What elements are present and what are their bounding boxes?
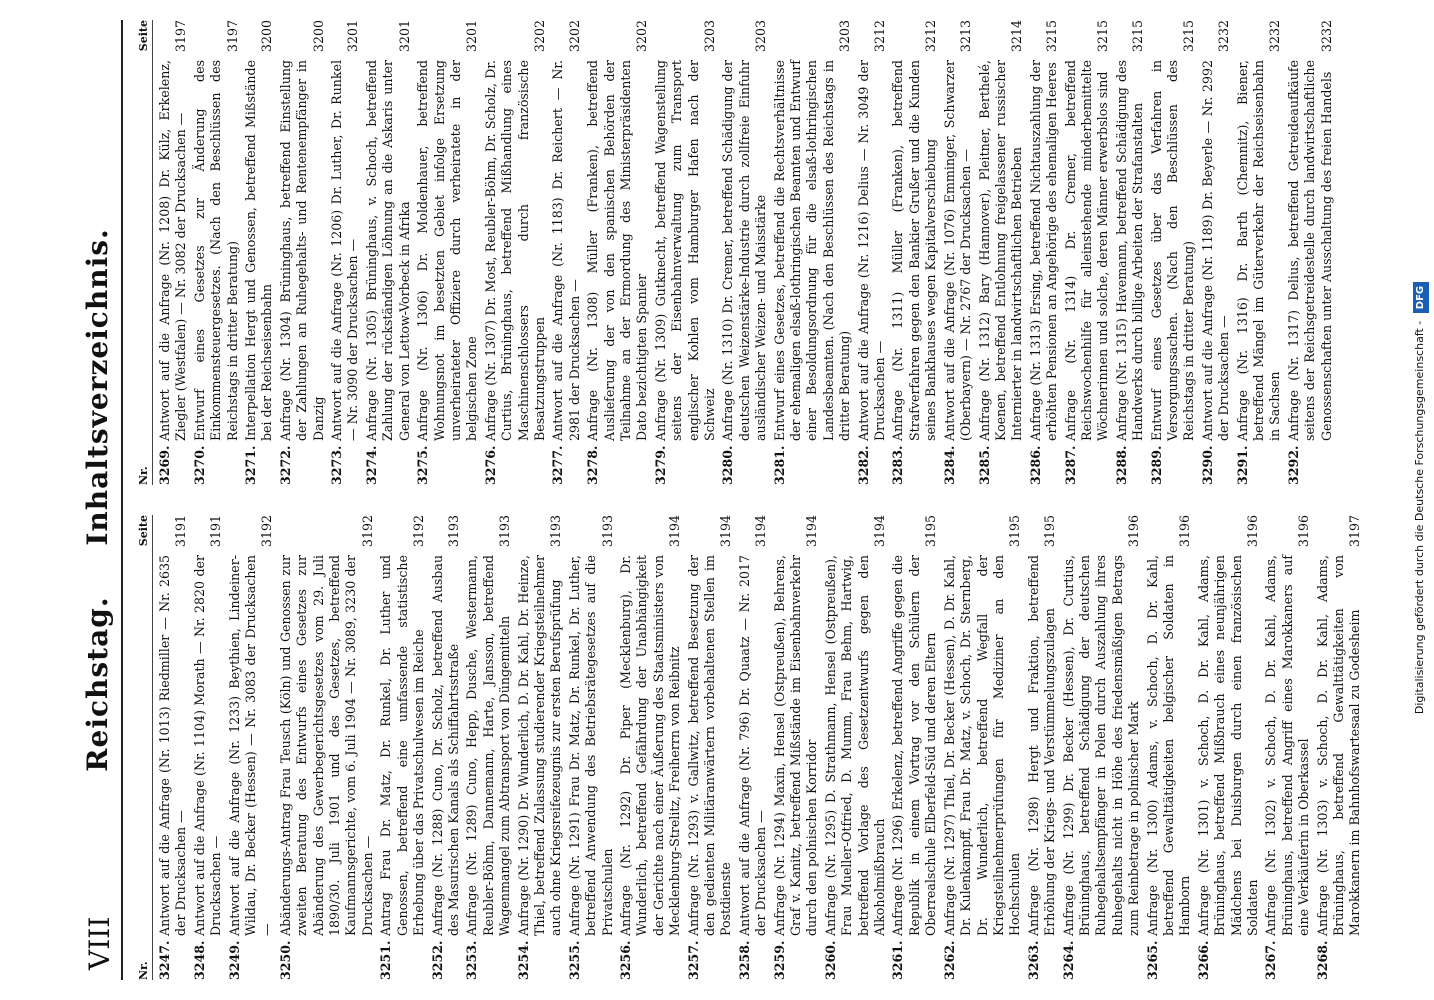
entry-text: Anfrage (Nr. 1310) Dr. Cremer, betreffend Schädigung der deutschen Weizenstärke-Industrie durch zollfreie Einfuhr ausländischer Weizen- und Maisstärke [720,60,769,441]
toc-entry [1114,20,1147,485]
entry-page: 3193 [548,515,564,548]
toc-entry [1061,515,1143,980]
entry-text: Anfrage (Nr. 1293) v. Gallwitz, betreffend Besetzung der den gedienten Militäranwärtern vorbehaltenen Stellen im Postdienste [685,555,734,936]
entry-page: 3197 [173,20,189,53]
entry-page: 3197 [1347,515,1363,548]
entry-page: 3197 [224,20,240,53]
toc-entry [464,515,513,980]
entry-number: 3271. [243,445,259,485]
entry-text: Antwort auf die Anfrage (Nr. 1208) Dr. Külz, Erkelenz, Ziegler (Westfalen) — Nr. 3082 der Drucksachen — [157,60,189,441]
toc-entry [157,515,190,980]
entry-number: 3291. [1234,445,1250,485]
entry-text: Anfrage (Nr. 1288) Cuno, Dr. Scholz, betreffend Ausbau des Masurischen Kanals als Schiffahrtsstraße [429,555,461,936]
entry-number: 3289. [1148,445,1164,485]
toc-entry [686,515,735,980]
entry-page: 3215 [1095,20,1111,53]
entry-number: 3272. [277,445,293,485]
entry-text: Anfrage (Nr. 1289) Cuno, Hepp, Dusche, Westermann, Reubler-Böhm, Dannemann, Harte, Jansson, betreffend Wagenmangel zum Abtransport von Düngemitteln [464,555,513,936]
entry-page: 3232 [1267,20,1283,53]
entry-page: 3192 [411,515,427,548]
entry-number: 3284. [941,445,957,485]
entry-number: 3288. [1113,445,1129,485]
entry-text: Anfrage (Nr. 1305) Brüninghaus, v. Schoch, betreffend Zahlung der rückständigen Löhnung an die Askaris unter General von Lettow-Vorbeck in Afrika [363,60,412,441]
entry-page: 3191 [208,515,224,548]
entry-text: Antwort auf die Anfrage (Nr. 1216) Delius — Nr. 3049 der Drucksachen — [855,60,888,441]
toc-entry [278,515,376,980]
toc-entry [977,20,1026,485]
entry-page: 3196 [1177,515,1193,548]
right-entry-list [157,20,1335,485]
entry-number: 3279. [652,445,668,485]
entry-page: 3193 [445,515,461,548]
entry-number: 3282. [855,445,871,485]
entry-text: Anfrage (Nr. 1313) Ersing, betreffend Nichtauszahlung der erhöhten Pensionen an Angehörige des ehemaligen Heeres [1027,60,1060,441]
toc-entry [1315,515,1364,980]
entry-number: 3264. [1060,940,1076,980]
entry-page: 3195 [1007,515,1023,548]
toc-entry [1196,515,1262,980]
page-label: Seite [137,515,150,547]
toc-entry [243,20,276,485]
entry-page: 3192 [359,515,375,548]
entry-number: 3274. [363,445,379,485]
entry-text: Anfrage (Nr. 1308) Müller (Franken), betreffend Auslieferung der von den spanischen Behörden der Teilnahme an der Ermordung des Ministerpräsidenten Dato bezichtigten Spanier [585,60,650,441]
nr-label: Nr. [137,466,150,485]
toc-entry [1235,20,1284,485]
nr-label: Nr. [137,961,150,980]
toc-entry [653,20,719,485]
left-column [137,515,1363,980]
entry-page: 3200 [310,20,326,53]
toc-entry [823,515,889,980]
toc-entry [278,20,327,485]
entry-text: Antwort auf die Anfrage (Nr. 1013) Riedmiller — Nr. 2635 der Drucksachen — [157,555,189,936]
entry-number: 3278. [585,445,601,485]
entry-number: 3269. [157,445,172,485]
entry-number: 3277. [550,445,566,485]
toc-entry [720,20,769,485]
entry-page: 3195 [1042,515,1058,548]
entry-text: Anfrage (Nr. 1290) Dr. Wunderlich, D. Dr. Kahl, Dr. Heinze, Thiel, betreffend Zulassung studierender Kriegsteilnehmer auch ohne Kriegsreifezeugnis zur ersten Berufsprüfung [515,555,564,936]
entry-text: Entwurf eines Gesetzes, betreffend die Rechtsverhältnisse der ehemaligen elsaß-lothringischen Beamten und Entwurf einer Besoldungsordnung für die elsaß-lothringischen Landesbeamten. (Nach den Beschlüssen des Reichstags in dritter Beratung) [771,60,853,441]
toc-entry [1286,20,1335,485]
entry-page: 3196 [1245,515,1260,548]
entry-number: 3268. [1314,940,1330,980]
toc-entry [378,515,427,980]
dfg-logo: DFG [1413,282,1429,313]
entry-text: Antwort auf die Anfrage (Nr. 1233) Beythien, Lindeiner-Wildau, Dr. Becker (Hessen) — Nr. 3083 der Drucksachen — [226,555,275,936]
entry-number: 3262. [941,940,957,980]
entry-text: Anfrage (Nr. 1315) Havemann, betreffend Schädigung des Handwerks durch billige Arbeiten der Strafanstalten [1113,60,1146,441]
entry-text: Anfrage (Nr. 1292) Dr. Piper (Mecklenburg), Dr. Wunderlich, betreffend Gefährdung der Unabhängigkeit der Gerichte nach einer Äußerung des Staatsministers von Mecklenburg-Strelitz, Freiherrn von Reibnitz [617,555,683,936]
entry-number: 3249. [226,940,242,980]
entry-text: Anfrage (Nr. 1295) D. Strathmann, Hensel (Ostpreußen), Frau Mueller-Otfried, D. Mumm, Frau Behm, Hartwig, betreffend Vorlage des Gesetzentwurfs gegen den Alkoholmißbrauch [822,555,888,936]
entry-page: 3203 [837,20,853,53]
entry-page: 3215 [1130,20,1146,53]
toc-entry [516,515,565,980]
entry-number: 3253. [464,940,480,980]
entry-text: Antwort auf die Anfrage (Nr. 1189) Dr. Beyerle — Nr. 2992 der Drucksachen — [1199,60,1232,441]
entry-page: 3213 [958,20,974,53]
entry-number: 3250. [277,940,293,980]
left-column-header [137,515,153,980]
entry-page: 3194 [872,515,888,548]
entry-text: Antwort auf die Anfrage (Nr. 1104) Morath — Nr. 2820 der Drucksachen — [191,555,224,936]
entry-number: 3273. [329,445,345,485]
entry-text: Anfrage (Nr. 1299) Dr. Becker (Hessen), Dr. Curtius, Brüninghaus, betreffend Schädigung der deutschen Ruhegehaltsempfänger in Polen durch Auszahlung ihres Ruhegehalts nicht in Höhe des friedensmäßigen Betrags zum Reinbetrage in polnischer Mark [1060,555,1142,936]
entry-text: Antwort auf die Anfrage (Nr. 1206) Dr. Luther, Dr. Runkel — Nr. 3090 der Drucksachen — [329,60,361,441]
entry-number: 3285. [976,445,992,485]
toc-entry [567,515,616,980]
entry-page: 3202 [531,20,547,53]
entry-text: Anfrage (Nr. 1300) Adams, v. Schoch, D. Dr. Kahl, betreffend Gewalttätigkeiten belgischer Soldaten in Hamborn [1144,555,1193,936]
entry-text: Antrag Frau Dr. Matz, Dr. Runkel, Dr. Luther und Genossen, betreffend eine umfassende statistische Erhebung über das Privatschulwesen im Reiche [378,555,427,936]
entry-text: Entwurf eines Gesetzes zur Änderung des Einkommensteuergesetzes. (Nach den Beschlüssen des Reichstags in dritter Beratung) [191,60,240,441]
entry-text: Anfrage (Nr. 1301) v. Schoch, D. Dr. Kahl, Adams, Brüninghaus, betreffend Mißbrauch eines neunjährigen Mädchens bei Duisburgen durch einen französischen Soldaten [1195,555,1260,936]
entry-number: 3270. [191,445,207,485]
dfg-credit: Digitalisierung gefördert durch die Deutsche Forschungsgemeinschaft - [1413,320,1426,715]
entry-number: 3256. [617,940,633,980]
entry-page: 3203 [702,20,717,53]
entry-text: Anfrage (Nr. 1291) Frau Dr. Matz, Dr. Runkel, Dr. Luther, betreffend Anwendung des Betriebsrätegesetzes auf die Privatschulen [566,555,615,936]
toc-entry [329,20,362,485]
right-column [137,20,1347,485]
entry-page: 3203 [753,20,769,53]
toc-entry [1026,515,1059,980]
entry-number: 3280. [720,445,736,485]
entry-page: 3194 [804,515,820,548]
entry-number: 3275. [415,445,431,485]
entry-number: 3286. [1027,445,1043,485]
page-header [81,20,123,980]
entry-number: 3254. [515,940,531,980]
entry-page: 3232 [1318,20,1334,53]
entry-text: Anfrage (Nr. 1303) v. Schoch, D. Dr. Kahl, Adams, Brüninghaus, betreffend Gewalttätigkeiten von Marokkanern im Bahnhofswartesaal zu Godesheim [1314,555,1363,936]
entry-text: Anfrage (Nr. 1298) Hergt und Fraktion, betreffend Erhöhung der Kriegs- und Verstümmelungszulagen [1025,555,1058,936]
toc-entry [1145,515,1194,980]
entry-text: Antwort auf die Anfrage (Nr. 796) Dr. Quaatz — Nr. 2017 der Drucksachen — [736,555,769,936]
entry-page: 3215 [1181,20,1197,53]
toc-entry [364,20,413,485]
toc-entry [1028,20,1061,485]
entry-page: 3201 [396,20,412,53]
entry-text: Anfrage (Nr. 1314) Dr. Cremer, betreffend Reichswochenhilfe für alleinstehende minderbemittelte Wöchnerinnen und solche, deren Männer erwerbslos sind [1062,60,1111,441]
entry-number: 3260. [822,940,838,980]
entry-page: 3214 [1009,20,1025,53]
page-label: Seite [137,20,150,52]
entry-number: 3287. [1062,445,1078,485]
entry-number: 3251. [378,940,394,980]
entry-text: Anfrage (Nr. 1297) Thiel, Dr. Becker (Hessen), D. Dr. Kahl, Dr. Kulenkampff, Frau Dr. Matz, v. Schoch, Dr. Sternberg, Dr. Wunderlich, betreffend Wegfall der Kriegsteilnehmerprüfungen für Mediziner an den Hochschulen [941,555,1023,936]
entry-page: 3212 [872,20,888,53]
toc-entry [192,515,225,980]
entry-text: Anfrage (Nr. 1302) v. Schoch, D. Dr. Kahl, Adams, Brüninghaus, betreffend Angriff eines Marokkaners auf eine Verkäuferin in Oberkassel [1263,555,1312,936]
title-inhaltsverzeichnis: Inhaltsverzeichnis. [81,228,114,546]
toc-entry [890,20,939,485]
entry-number: 3257. [685,940,701,980]
entry-text: Antwort auf die Anfrage (Nr. 1183) Dr. Reichert — Nr. 2981 der Drucksachen — [550,60,582,441]
entry-page: 3193 [497,515,513,548]
entry-page: 3195 [923,515,939,548]
entry-page: 3232 [1216,20,1232,53]
entry-number: 3261. [890,940,906,980]
entry-text: Interpellation Hergt und Genossen, betreffend Mißstände bei der Reichseisenbahn [243,60,275,441]
left-entry-list [157,515,1364,980]
entry-page: 3202 [634,20,650,53]
entry-text: Entwurf eines Gesetzes über das Verfahren in Versorgungssachen. (Nach den Beschlüssen des Reichstags in dritter Beratung) [1148,60,1197,441]
entry-text: Anfrage (Nr. 1294) Maxin, Hensel (Ostpreußen), Behrens, Graf v. Kanitz, betreffend Mißstände im Eisenbahnverkehr durch den polnischen Korridor [771,555,820,936]
page-title [81,20,114,980]
entry-page: 3201 [464,20,480,53]
entry-number: 3290. [1199,445,1215,485]
entry-number: 3247. [157,940,172,980]
entry-page: 3194 [667,515,683,548]
entry-text: Anfrage (Nr. 1304) Brüninghaus, betreffend Einstellung der Zahlungen an Ruhegehalts- und Rentenempfänger in Danzig [277,60,326,441]
entry-page: 3201 [345,20,361,53]
toc-entry [227,515,276,980]
entry-page: 3200 [259,20,275,53]
entry-text: Anfrage (Nr. 1309) Gutknecht, betreffend Wagenstellung seitens der Eisenbahnverwaltung zum Transport englischer Kohlen vom Hamburger Hafen nach der Schweiz [652,60,717,441]
entry-number: 3276. [482,445,498,485]
document-page [67,20,1367,980]
entry-number: 3252. [429,940,445,980]
side-note [1408,8,1432,988]
entry-number: 3263. [1025,940,1041,980]
toc-entry [585,20,651,485]
toc-entry [942,515,1024,980]
toc-entry [550,20,583,485]
entry-page: 3192 [259,515,275,548]
title-reichstag: Reichstag. [81,596,114,772]
entry-text: Anfrage (Nr. 1317) Delius, betreffend Getreideaufkäufe seitens der Reichsgetreidestelle durch landwirtschaftliche Genossenschaften unter Ausschaltung des freien Handels [1285,60,1334,441]
toc-entry [618,515,684,980]
toc-entry [737,515,770,980]
entry-text: Abänderungs-Antrag Frau Teusch (Köln) und Genossen zur zweiten Beratung des Entwurfs eines Gesetzes zur Abänderung des Gewerbegerichtsgesetzes vom 29. Juli 1890/30. Juli 1901 und des Gesetzes, betreffend Kaufmannsgerichte, vom 6. Juli 1904 — Nr. 3089, 3230 der Drucksachen — [277,555,375,936]
toc-entry [415,20,481,485]
entry-page: 3194 [753,515,769,548]
entry-text: Anfrage (Nr. 1307) Dr. Most, Reubler-Böhm, Dr. Scholz, Dr. Curtius, Brüninghaus, betreffend Mißhandlung eines Maschinenschlossers durch französische Besatzungstruppen [482,60,547,441]
toc-entry [430,515,463,980]
toc-entry [483,20,549,485]
toc-entry [192,20,241,485]
toc-entry [772,20,854,485]
toc-entry [157,20,190,485]
entry-page: 3191 [173,515,189,548]
entry-text: Anfrage (Nr. 1296) Erkelenz, betreffend Angriffe gegen die Republik in einem Vortrag vor den Schülern der Oberrealschule Elberfeld-Süd und deren Eltern [890,555,939,936]
entry-page: 3196 [1126,515,1142,548]
entry-text: Anfrage (Nr. 1311) Müller (Franken), betreffend Strafverfahren gegen den Bankier Grußer und die Kunden seines Bankhauses wegen Kapitalverschiebung [890,60,939,441]
page-number: VIII [83,916,116,970]
entry-number: 3255. [566,940,582,980]
entry-page: 3202 [566,20,582,53]
toc-entry [942,20,975,485]
entry-page: 3212 [923,20,939,53]
entry-text: Anfrage (Nr. 1312) Bary (Hannover), Pleitner, Berthelé, Koenen, betreffend Entlohnung freigelassener russischer Internierter in landwirtschaftlichen Betrieben [976,60,1025,441]
entry-page: 3215 [1044,20,1060,53]
toc-entry [890,515,939,980]
toc-entry [856,20,889,485]
entry-number: 3248. [191,940,207,980]
entry-number: 3265. [1144,940,1160,980]
entry-text: Anfrage (Nr. 1306) Dr. Moldenhauer, betreffend Wohnungsnot im besetzten Gebiet infolge Ersetzung unverheirateter Offiziere durch verheiratete in der belgischen Zone [415,60,480,441]
toc-entry [1063,20,1112,485]
right-column-header [137,20,153,485]
entry-number: 3281. [771,445,787,485]
entry-text: Anfrage (Nr. 1316) Dr. Barth (Chemnitz), Biener, betreffend Mängel im Güterverkehr der Reichseisenbahn in Sachsen [1234,60,1283,441]
entry-number: 3292. [1285,445,1301,485]
entry-page: 3193 [599,515,615,548]
entry-page: 3196 [1296,515,1312,548]
toc-entry [772,515,821,980]
toc-entry [1263,515,1312,980]
entry-number: 3258. [736,940,752,980]
toc-entry [1149,20,1198,485]
entry-page: 3194 [718,515,734,548]
entry-text: Antwort auf die Anfrage (Nr. 1076) Emminger, Schwarzer (Oberbayern) — Nr. 2767 der Drucksachen — [941,60,974,441]
entry-number: 3283. [890,445,906,485]
entry-number: 3259. [771,940,787,980]
entry-number: 3266. [1195,940,1211,980]
entry-number: 3267. [1263,940,1279,980]
toc-entry [1200,20,1233,485]
